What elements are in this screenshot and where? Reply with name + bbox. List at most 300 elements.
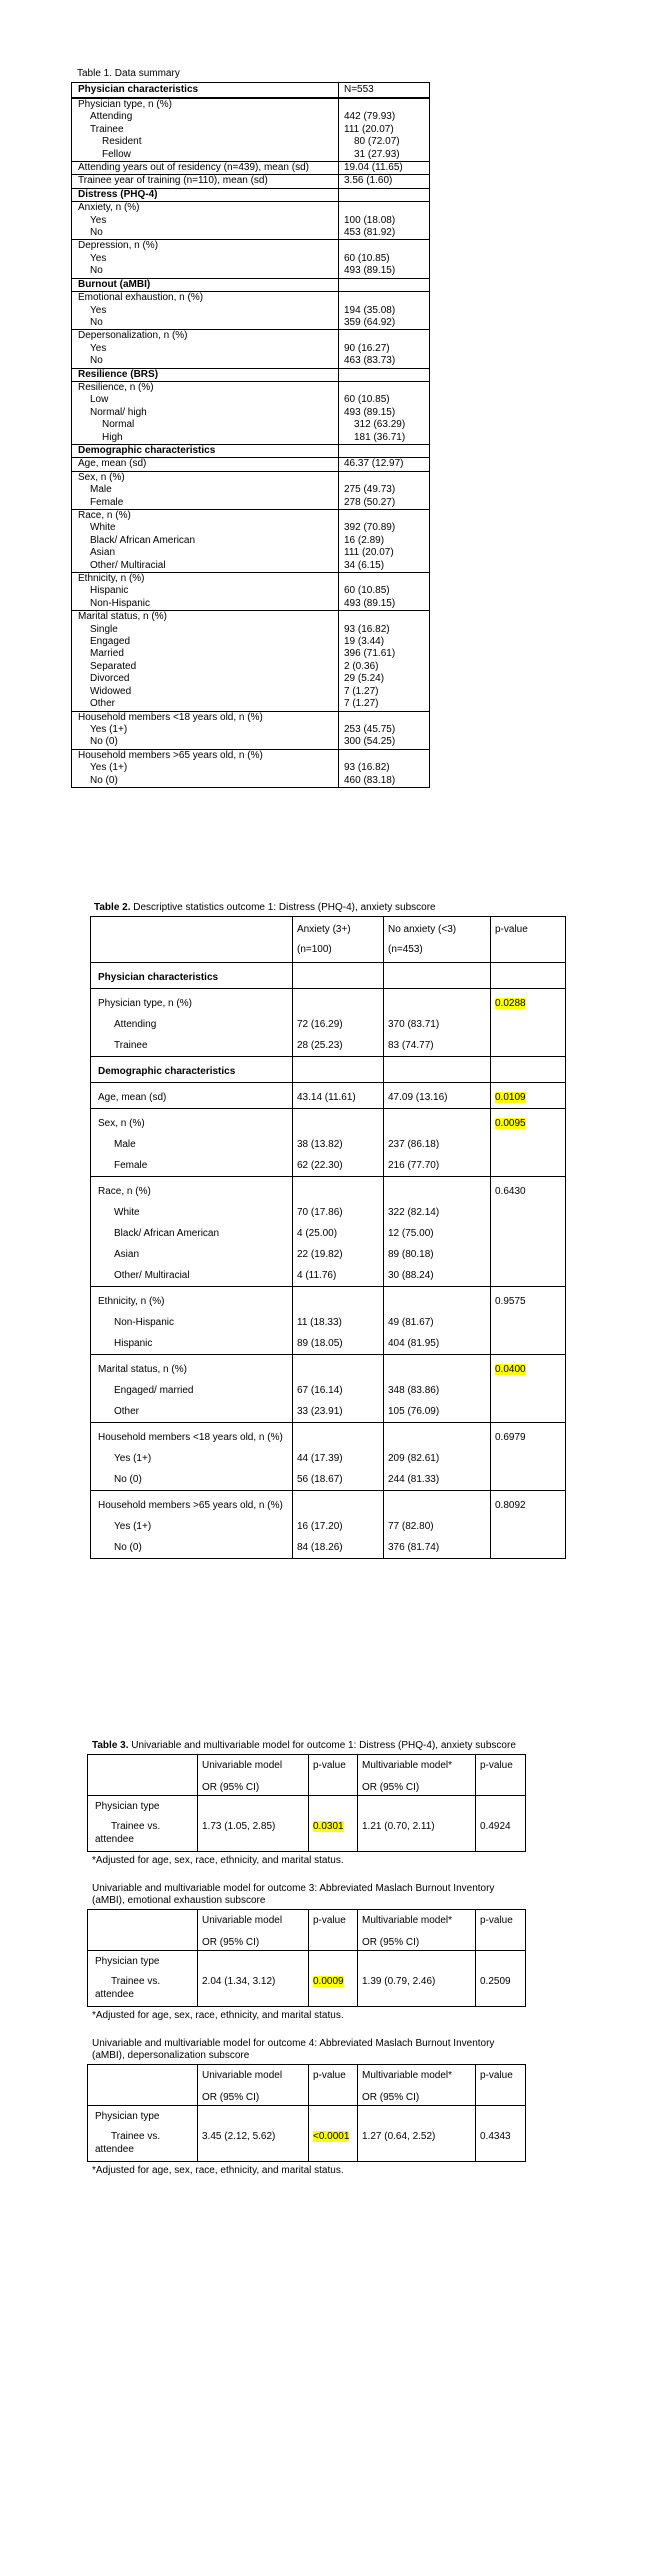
table1-row-value: 493 (89.15) [339, 265, 430, 278]
model-row-label-line2: attendee [95, 1989, 134, 2000]
table1-row-value: 16 (2.89) [339, 535, 430, 547]
table1-row [72, 343, 430, 355]
table2-row-label: Ethnicity, n (%) [91, 1287, 293, 1313]
table1-row [72, 471, 430, 484]
table1-row [72, 736, 430, 749]
table1-row-value [339, 188, 430, 201]
table1-row-value: 460 (83.18) [339, 775, 430, 788]
table1-row [72, 611, 430, 624]
model-header-row [88, 1755, 526, 1796]
table1-row-value: 463 (83.73) [339, 355, 430, 368]
model-pvalue1-wrap [313, 1975, 353, 1988]
table1-row [72, 585, 430, 597]
table2-row-anxiety-value: 38 (13.82) [293, 1134, 384, 1155]
table2-row-pvalue [491, 963, 566, 989]
table2-row-pvalue [491, 1014, 566, 1035]
table1-row [72, 749, 430, 762]
table2-row-no-anxiety-value: 322 (82.14) [384, 1202, 491, 1223]
table2-row [91, 1265, 566, 1287]
model-pvalue2-text: 0.2509 [480, 1976, 511, 1987]
table1-row [72, 547, 430, 559]
model-header-multivariable-line2: OR (95% CI) [362, 1782, 420, 1793]
model-pvalue1-text: <0.0001 [313, 2131, 350, 2142]
table1-row-value: 181 (36.71) [339, 432, 430, 445]
table1-row-value: 80 (72.07) [339, 136, 430, 148]
table1-row [72, 394, 430, 406]
table1-row-value: 312 (63.29) [339, 419, 430, 431]
table1-row-value: 275 (49.73) [339, 484, 430, 496]
table1-row-value: 19.04 (11.65) [339, 162, 430, 175]
table2-row-pvalue [491, 1083, 566, 1109]
table2-row [91, 1423, 566, 1449]
model-footnote: *Adjusted for age, sex, race, ethnicity, and marital status. [92, 2010, 344, 2021]
table2-row [91, 1401, 566, 1423]
table2-row-pvalue [491, 1223, 566, 1244]
table2-header-anxiety-line2: (n=100) [297, 944, 332, 955]
table1-row [72, 227, 430, 240]
table1-row [72, 698, 430, 711]
table1-row-label: Low [90, 394, 109, 406]
table1-row-label: Single [90, 623, 118, 635]
table2-pvalue-text: 0.8092 [495, 1500, 526, 1511]
table2-header-no-anxiety [384, 917, 491, 963]
table1-row [72, 636, 430, 648]
table2-row-label: Trainee [114, 1040, 148, 1051]
table2-row-anxiety-value [293, 1057, 384, 1083]
table2-row-anxiety-value: 67 (16.14) [293, 1380, 384, 1401]
table2-row [91, 1035, 566, 1057]
model-header-univariable-line1: Univariable model [202, 2070, 283, 2081]
table1-row-label: Female [90, 496, 124, 508]
model-header-pvalue1-label: p-value [313, 2070, 346, 2081]
table2-row-label: Household members <18 years old, n (%) [91, 1423, 293, 1449]
table1-row-label: Other [90, 698, 116, 710]
table2-row-pvalue [491, 1423, 566, 1449]
model-block [87, 2038, 532, 2177]
table1-data-summary [71, 82, 430, 788]
table1-row-label: Depersonalization, n (%) [72, 330, 339, 343]
table2-header-anxiety [293, 917, 384, 963]
table2-row-no-anxiety-value [384, 1177, 491, 1203]
table2-row-no-anxiety-value [384, 1355, 491, 1381]
table1-row-label: Emotional exhaustion, n (%) [72, 292, 339, 305]
table2-row [91, 1244, 566, 1265]
table1-row [72, 711, 430, 724]
table2-row-pvalue [491, 1057, 566, 1083]
table2-descriptive-statistics [90, 916, 566, 1559]
table2-header-row [91, 917, 566, 963]
table2-section [90, 902, 567, 1559]
model-footnote: *Adjusted for age, sex, race, ethnicity, and marital status. [92, 1855, 344, 1866]
model-header-multivariable-line1: Multivariable model* [362, 1915, 453, 1926]
model-header-univariable-line2: OR (95% CI) [202, 1782, 260, 1793]
table1-row [72, 661, 430, 673]
table1-row-value: 31 (27.93) [339, 149, 430, 162]
table1-header-value: N=553 [339, 83, 430, 99]
model-header-pvalue2 [476, 1755, 526, 1796]
table1-row [72, 149, 430, 162]
model-data-row [88, 2106, 526, 2162]
table2-row-no-anxiety-value [384, 963, 491, 989]
model-header-empty-cell [88, 2065, 198, 2106]
table2-row-no-anxiety-value: 237 (86.18) [384, 1134, 491, 1155]
model-multivariable-or-value: 1.39 (0.79, 2.46) [362, 1976, 436, 1987]
table2-row-label: Other/ Multiracial [114, 1270, 190, 1281]
table2-row [91, 1333, 566, 1355]
table1-row [72, 458, 430, 471]
model-title [87, 1883, 527, 1907]
table1-row-label: No (0) [90, 736, 118, 748]
table1-row-value [339, 330, 430, 343]
table1-row [72, 355, 430, 368]
table1-row-value: 392 (70.89) [339, 522, 430, 534]
table2-row-anxiety-value: 84 (18.26) [293, 1537, 384, 1559]
table1-row-label: Burnout (aMBI) [72, 278, 339, 291]
table2-row-pvalue [491, 1491, 566, 1517]
table2-row-anxiety-value [293, 963, 384, 989]
model-univariable-or-value: 2.04 (1.34, 3.12) [202, 1976, 276, 1987]
model-multivariable-or-value: 1.21 (0.70, 2.11) [362, 1821, 435, 1832]
table1-row-value [339, 368, 430, 381]
model-row-label [88, 2106, 198, 2162]
table1-row [72, 484, 430, 496]
table1-row-label: Yes (1+) [90, 762, 128, 774]
table2-row-pvalue [491, 1155, 566, 1177]
table1-row-label: Asian [90, 547, 116, 559]
table1-row [72, 381, 430, 394]
table1-row-value: 359 (64.92) [339, 317, 430, 330]
table2-row [91, 1223, 566, 1244]
table2-row-pvalue [491, 989, 566, 1015]
model-row-label [88, 1796, 198, 1852]
model-header-multivariable [358, 2065, 476, 2106]
table2-row-no-anxiety-value: 49 (81.67) [384, 1312, 491, 1333]
model-row-label-line2: attendee [95, 1834, 134, 1845]
table2-row-no-anxiety-value [384, 1057, 491, 1083]
table1-row-value: 493 (89.15) [339, 407, 430, 419]
table2-row [91, 1287, 566, 1313]
model-header-multivariable [358, 1910, 476, 1951]
model-header-multivariable-line1: Multivariable model* [362, 2070, 453, 2081]
table2-pvalue-text: 0.6430 [495, 1186, 526, 1197]
table1-row-value: 493 (89.15) [339, 598, 430, 611]
table1-row-label: Widowed [90, 685, 132, 697]
model-header-row [88, 2065, 526, 2106]
table1-row-label: Separated [90, 660, 137, 672]
table1-row-value: 2 (0.36) [339, 661, 430, 673]
model-header-pvalue1-label: p-value [313, 1760, 346, 1771]
model-pvalue2 [476, 2106, 526, 2162]
table2-header-no-anxiety-line1: No anxiety (<3) [388, 924, 457, 935]
table1-row-value: 60 (10.85) [339, 253, 430, 265]
table2-row-no-anxiety-value: 77 (82.80) [384, 1516, 491, 1537]
table2-row-pvalue [491, 1312, 566, 1333]
table2-row-anxiety-value: 72 (16.29) [293, 1014, 384, 1035]
table1-row [72, 407, 430, 419]
table1-row [72, 648, 430, 660]
table1-row-value [339, 711, 430, 724]
table2-row-no-anxiety-value: 216 (77.70) [384, 1155, 491, 1177]
table2-row [91, 1516, 566, 1537]
table2-row-label: Non-Hispanic [114, 1317, 175, 1328]
model-header-pvalue2 [476, 1910, 526, 1951]
table2-row-anxiety-value: 89 (18.05) [293, 1333, 384, 1355]
model-header-row [88, 1910, 526, 1951]
table1-row-label: Race, n (%) [72, 510, 339, 523]
table2-row-no-anxiety-value: 370 (83.71) [384, 1014, 491, 1035]
table1-row-label: Engaged [90, 636, 131, 648]
table1-row-label: Black/ African American [90, 534, 196, 546]
table3-section [87, 1740, 532, 2193]
table1-row-value: 100 (18.08) [339, 215, 430, 227]
model-header-empty-cell [88, 1755, 198, 1796]
table1-row [72, 278, 430, 291]
table2-row-no-anxiety-value: 105 (76.09) [384, 1401, 491, 1423]
table2-row [91, 1014, 566, 1035]
table2-row-label: Other [114, 1406, 140, 1417]
model-header-pvalue1 [309, 1910, 358, 1951]
table1-row-label: Ethnicity, n (%) [72, 573, 339, 586]
model-pvalue2 [476, 1796, 526, 1852]
table1-row [72, 265, 430, 278]
table2-row-anxiety-value: 44 (17.39) [293, 1448, 384, 1469]
model-row-label-line1: Trainee vs. [111, 1976, 161, 1987]
model-header-univariable-line2: OR (95% CI) [202, 2092, 260, 2103]
table2-row-no-anxiety-value [384, 989, 491, 1015]
model-header-univariable-line1: Univariable model [202, 1760, 283, 1771]
table1-row-value: 194 (35.08) [339, 305, 430, 317]
table2-row-pvalue [491, 1265, 566, 1287]
table1-row [72, 535, 430, 547]
table1-row [72, 573, 430, 586]
model-univariable-or [198, 1951, 309, 2007]
table2-row-label: Sex, n (%) [91, 1109, 293, 1135]
table2-row-anxiety-value: 43.14 (11.61) [293, 1083, 384, 1109]
model-table [87, 1909, 526, 2007]
table1-row [72, 598, 430, 611]
table2-row-label: Marital status, n (%) [91, 1355, 293, 1381]
table1-row-value [339, 510, 430, 523]
table1-row-value: 19 (3.44) [339, 636, 430, 648]
table2-row-label: Engaged/ married [114, 1385, 194, 1396]
table1-row-label: No [90, 227, 103, 239]
table2-row-no-anxiety-value: 244 (81.33) [384, 1469, 491, 1491]
table2-row-anxiety-value [293, 1287, 384, 1313]
table2-row-pvalue [491, 1355, 566, 1381]
model-title [87, 1740, 527, 1752]
model-pvalue2-text: 0.4343 [480, 2131, 511, 2142]
table1-row [72, 522, 430, 534]
table2-row-label: Household members >65 years old, n (%) [91, 1491, 293, 1517]
model-header-univariable [198, 1910, 309, 1951]
table1-row-label: White [90, 522, 116, 534]
table1-row-label: High [102, 431, 123, 443]
table1-row-label: Fellow [102, 148, 131, 160]
table1-row [72, 124, 430, 136]
model-header-multivariable-line2: OR (95% CI) [362, 1937, 420, 1948]
table1-header-row [72, 83, 430, 99]
table2-row [91, 1177, 566, 1203]
table1-row-label: Demographic characteristics [72, 444, 339, 457]
model-pvalue1-wrap [313, 2130, 353, 2143]
table1-row [72, 240, 430, 253]
table1-row [72, 510, 430, 523]
table2-pvalue-text: 0.0109 [495, 1092, 526, 1103]
table2-row-no-anxiety-value: 348 (83.86) [384, 1380, 491, 1401]
table2-row-label: Race, n (%) [91, 1177, 293, 1203]
table1-row-label: Resilience, n (%) [72, 381, 339, 394]
table2-row-no-anxiety-value: 209 (82.61) [384, 1448, 491, 1469]
table2-row [91, 1469, 566, 1491]
table2-row [91, 1057, 566, 1083]
table1-row-label: Physician type, n (%) [72, 98, 339, 111]
table2-row-pvalue [491, 1516, 566, 1537]
table2-row-anxiety-value: 11 (18.33) [293, 1312, 384, 1333]
table2-row-pvalue [491, 1537, 566, 1559]
table2-row-pvalue [491, 1333, 566, 1355]
table1-row-label: Yes [90, 214, 107, 226]
model-title-text: Univariable and multivariable model for outcome 1: Distress (PHQ-4), anxiety subscore [128, 1740, 516, 1751]
table1-header-label: Physician characteristics [72, 83, 339, 99]
model-header-univariable [198, 2065, 309, 2106]
table2-row-anxiety-value [293, 1491, 384, 1517]
table1-row-label: Male [90, 484, 112, 496]
table1-row [72, 686, 430, 698]
table1-row-label: No [90, 316, 103, 328]
table2-row [91, 963, 566, 989]
table2-row-label: Demographic characteristics [91, 1057, 293, 1083]
table1-row [72, 560, 430, 573]
table2-row-pvalue [491, 1469, 566, 1491]
table1-body [72, 98, 430, 787]
model-block [87, 1883, 532, 2022]
table1-row-value: 34 (6.15) [339, 560, 430, 573]
table1-row-value: 29 (5.24) [339, 673, 430, 685]
model-univariable-or [198, 1796, 309, 1852]
table2-row [91, 1380, 566, 1401]
table2-row-label: White [114, 1207, 140, 1218]
table1-row [72, 444, 430, 457]
table1-row-label: Depression, n (%) [72, 240, 339, 253]
model-group-label: Physician type [95, 1801, 160, 1812]
table1-row-label: Attending [90, 111, 133, 123]
table1-row [72, 188, 430, 201]
table1-row [72, 215, 430, 227]
table2-pvalue-text: 0.0095 [495, 1118, 526, 1129]
table2-header-empty-cell [91, 917, 293, 963]
table1-row-value [339, 98, 430, 111]
table1-row-value: 396 (71.61) [339, 648, 430, 660]
table2-row [91, 1312, 566, 1333]
table1-row-value: 60 (10.85) [339, 394, 430, 406]
table1-row [72, 136, 430, 148]
table1-row-value [339, 240, 430, 253]
table1-row-value: 453 (81.92) [339, 227, 430, 240]
table2-row-label: No (0) [114, 1542, 142, 1553]
model-header-pvalue1 [309, 2065, 358, 2106]
model-header-univariable-line1: Univariable model [202, 1915, 283, 1926]
model-multivariable-or [358, 1796, 476, 1852]
table2-pvalue-text: 0.0288 [495, 998, 526, 1009]
model-multivariable-or [358, 2106, 476, 2162]
model-row-label-line1: Trainee vs. [111, 2131, 161, 2142]
table1-row-label: Yes [90, 342, 107, 354]
table1-row-label: Married [90, 648, 124, 660]
model-row-label [88, 1951, 198, 2007]
table2-row-pvalue [491, 1202, 566, 1223]
table1-row-value: 46.37 (12.97) [339, 458, 430, 471]
table2-row-pvalue [491, 1109, 566, 1135]
table2-pvalue-text: 0.0400 [495, 1364, 526, 1375]
table2-row-pvalue [491, 1244, 566, 1265]
table1-row-value [339, 573, 430, 586]
table1-row-value: 7 (1.27) [339, 698, 430, 711]
table1-row [72, 419, 430, 431]
model-group-label: Physician type [95, 2111, 160, 2122]
table1-row-label: Attending years out of residency (n=439), mean (sd) [72, 162, 339, 175]
table2-row-label: Age, mean (sd) [91, 1083, 293, 1109]
table1-row-value [339, 292, 430, 305]
table1-row-label: Household members >65 years old, n (%) [72, 749, 339, 762]
model-group-label: Physician type [95, 1956, 160, 1967]
model-table [87, 2064, 526, 2162]
table2-row-pvalue [491, 1177, 566, 1203]
table2-row-pvalue [491, 1134, 566, 1155]
model-header-pvalue1-label: p-value [313, 1915, 346, 1926]
table2-row-anxiety-value: 62 (22.30) [293, 1155, 384, 1177]
model-header-pvalue2-label: p-value [480, 1760, 513, 1771]
table2-row-no-anxiety-value: 30 (88.24) [384, 1265, 491, 1287]
table1-row-label: Non-Hispanic [90, 597, 151, 609]
table1-row [72, 673, 430, 685]
table2-header-pvalue [491, 917, 566, 963]
table1-row-value: 111 (20.07) [339, 547, 430, 559]
table2-row-anxiety-value: 4 (11.76) [293, 1265, 384, 1287]
model-title-text: Univariable and multivariable model for outcome 4: Abbreviated Maslach Burnout Inventory (aMBI), depersonalization subscore [92, 2038, 495, 2061]
table2-body [91, 963, 566, 1559]
table2-row-label: Yes (1+) [114, 1521, 152, 1532]
model-pvalue1 [309, 2106, 358, 2162]
table1-row [72, 762, 430, 774]
table1-row-value: 300 (54.25) [339, 736, 430, 749]
model-pvalue1 [309, 1951, 358, 2007]
table1-row-value: 7 (1.27) [339, 686, 430, 698]
table2-header-anxiety-line1: Anxiety (3+) [297, 924, 351, 935]
model-header-pvalue2-label: p-value [480, 1915, 513, 1926]
model-header-multivariable [358, 1755, 476, 1796]
table2-row-label: Female [114, 1160, 148, 1171]
table2-row-anxiety-value [293, 1423, 384, 1449]
table2-row-pvalue [491, 1401, 566, 1423]
table2-row-anxiety-value: 4 (25.00) [293, 1223, 384, 1244]
model-footnote: *Adjusted for age, sex, race, ethnicity, and marital status. [92, 2165, 344, 2176]
table1-row-label: Resident [102, 136, 142, 148]
table2-row [91, 1155, 566, 1177]
table2-row-pvalue [491, 1035, 566, 1057]
table1-row-value [339, 611, 430, 624]
table1-row-value [339, 749, 430, 762]
table1-row [72, 98, 430, 111]
table1-row [72, 317, 430, 330]
table2-row-no-anxiety-value: 83 (74.77) [384, 1035, 491, 1057]
table1-row-label: No (0) [90, 774, 118, 786]
table2-row-no-anxiety-value: 376 (81.74) [384, 1537, 491, 1559]
table1-row-value: 111 (20.07) [339, 124, 430, 136]
model-header-empty-cell [88, 1910, 198, 1951]
model-univariable-or-value: 3.45 (2.12, 5.62) [202, 2131, 276, 2142]
table2-row-anxiety-value [293, 989, 384, 1015]
table2-row-no-anxiety-value: 404 (81.95) [384, 1333, 491, 1355]
